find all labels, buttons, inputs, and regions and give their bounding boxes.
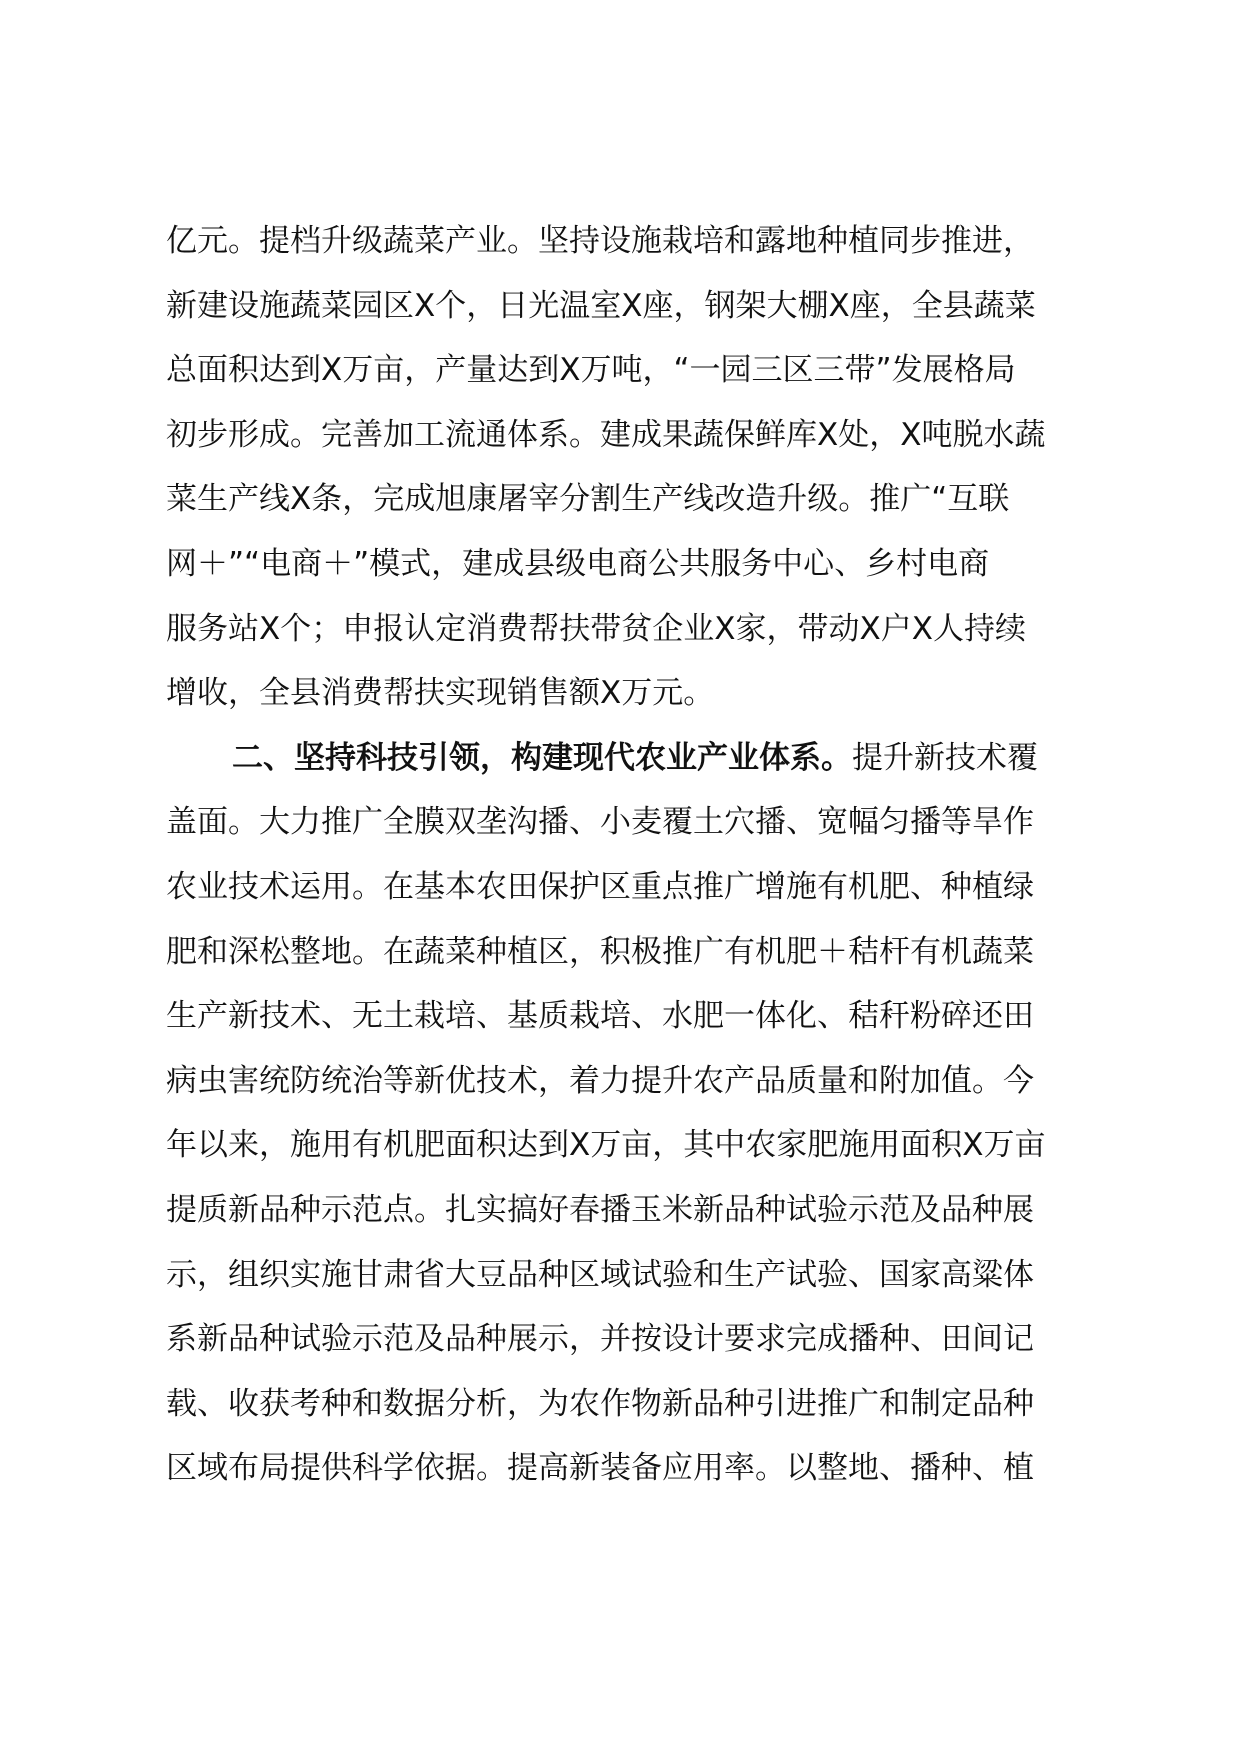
text-line: 肥和深松整地。在蔬菜种植区，积极推广有机肥＋秸杆有机蔬菜 — [166, 933, 1034, 970]
text-line: 服务站X个；申报认定消费帮扶带贫企业X家，带动X户X人持续 — [166, 610, 1026, 647]
text-line: 系新品种试验示范及品种展示，并按设计要求完成播种、田间记 — [166, 1321, 1034, 1358]
text-line: 年以来，施用有机肥面积达到X万亩，其中农家肥施用面积X万亩 — [166, 1127, 1046, 1164]
text-line: 提质新品种示范点。扎实搞好春播玉米新品种试验示范及品种展 — [166, 1191, 1034, 1228]
text-line: 亿元。提档升级蔬菜产业。坚持设施栽培和露地种植同步推进， — [166, 223, 1034, 259]
text-line: 新建设施蔬菜园区X个，日光温室X座，钢架大棚X座，全县蔬菜 — [166, 287, 1036, 324]
text-line-with-heading — [166, 726, 1096, 791]
document-body — [166, 209, 1096, 1501]
text-line: 初步形成。完善加工流通体系。建成果蔬保鲜库X处，X吨脱水蔬 — [166, 416, 1046, 453]
text-line: 网＋”“电商＋”模式，建成县级电商公共服务中心、乡村电商 — [166, 545, 990, 582]
text-line: 增收，全县消费帮扶实现销售额X万元。 — [166, 675, 715, 712]
text-line: 区域布局提供科学依据。提高新装备应用率。以整地、播种、植 — [166, 1450, 1034, 1487]
paragraph-1 — [166, 209, 1096, 726]
text-line: 病虫害统防统治等新优技术，着力提升农产品质量和附加值。今 — [166, 1062, 1034, 1099]
text-line: 农业技术运用。在基本农田保护区重点推广增施有机肥、种植绿 — [166, 868, 1034, 905]
text-line: 生产新技术、无土栽培、基质栽培、水肥一体化、秸秆粉碎还田 — [166, 998, 1034, 1035]
text-line: 示，组织实施甘肃省大豆品种区域试验和生产试验、国家高粱体 — [166, 1256, 1034, 1293]
text-line: 总面积达到X万亩，产量达到X万吨，“一园三区三带”发展格局 — [166, 352, 1016, 389]
text-line-rest: 提升新技术覆 — [852, 739, 1038, 776]
section-heading: 二、坚持科技引领，构建现代农业产业体系。 — [232, 739, 852, 776]
text-line: 载、收获考种和数据分析，为农作物新品种引进推广和制定品种 — [166, 1385, 1034, 1422]
text-line: 菜生产线X条，完成旭康屠宰分割生产线改造升级。推广“互联 — [166, 481, 1010, 518]
paragraph-2 — [166, 726, 1096, 1501]
text-line: 盖面。大力推广全膜双垄沟播、小麦覆土穴播、宽幅匀播等旱作 — [166, 804, 1034, 841]
